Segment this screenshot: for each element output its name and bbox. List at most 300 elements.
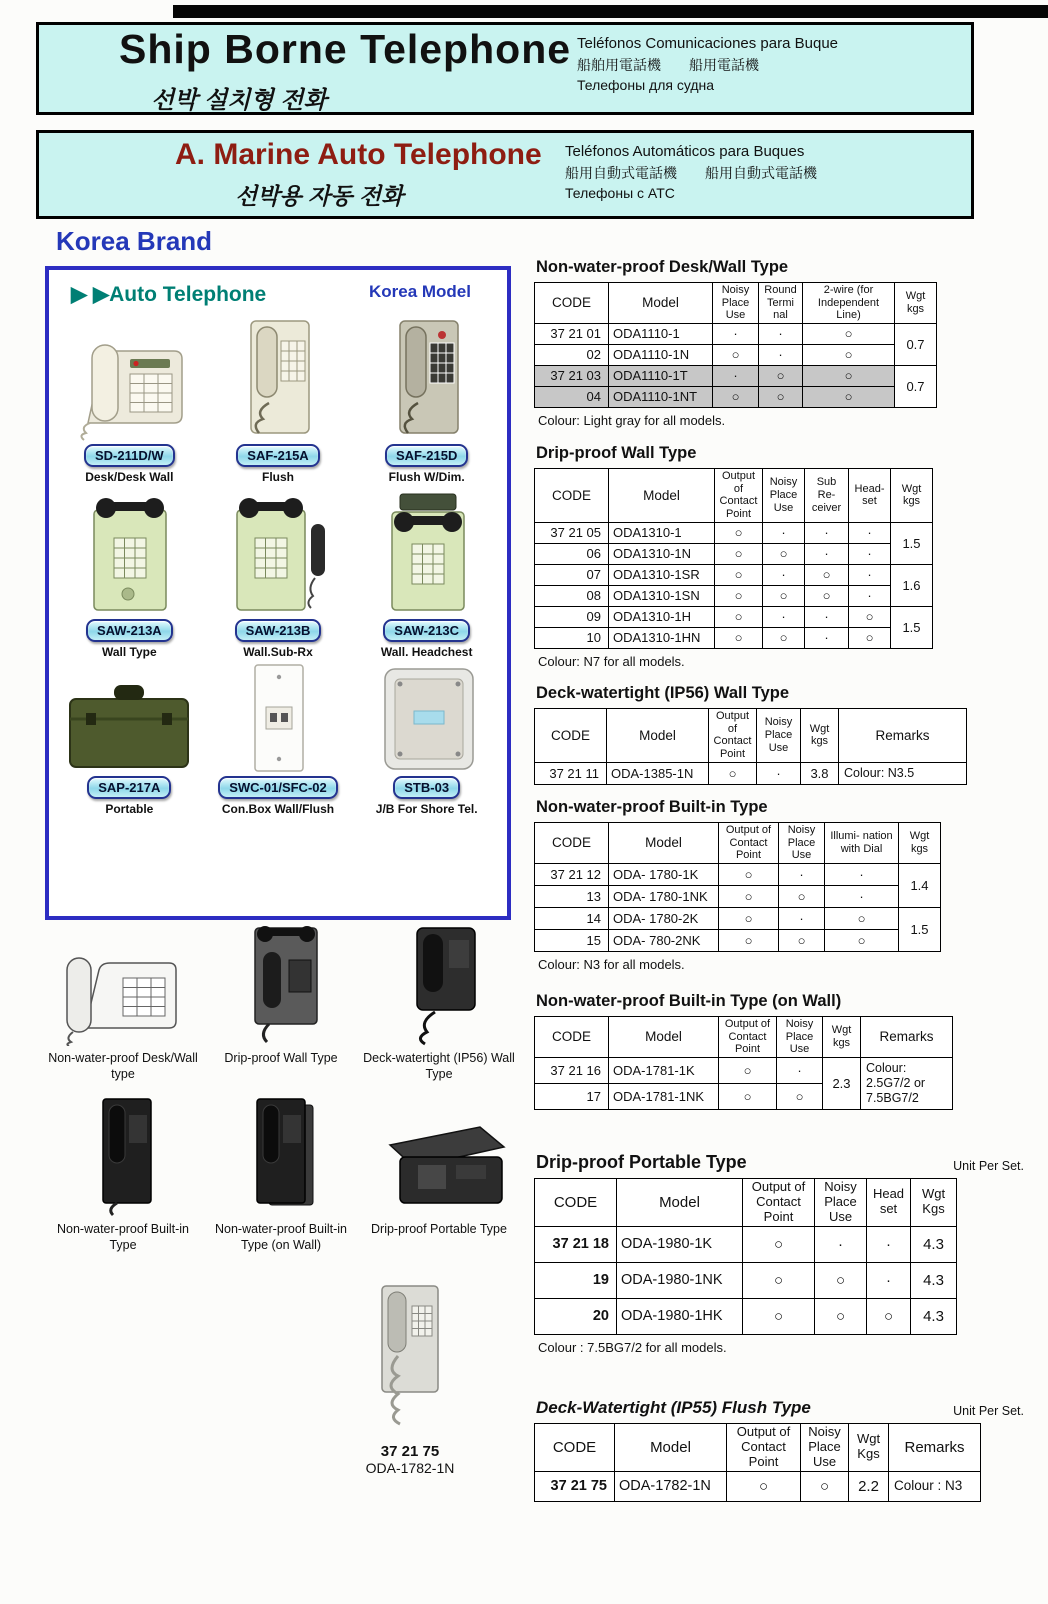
col-header: Noisy Place Use (757, 709, 801, 763)
td-mark: ○ (719, 863, 779, 885)
flush-dim-phone-illustration (360, 315, 494, 441)
td-mark: ○ (743, 1226, 815, 1262)
table-dripproof-wall (534, 468, 933, 649)
table-row (535, 627, 933, 648)
col-header: CODE (535, 823, 609, 864)
td-code: 14 (535, 907, 609, 929)
table-title: Drip-proof Wall Type (536, 444, 697, 462)
table-nonwaterproof-desk-wall (534, 282, 937, 408)
korea-model-heading: Korea Model (368, 282, 471, 301)
table-title: Non-water-proof Desk/Wall Type (536, 258, 789, 276)
td-weight: 4.3 (911, 1262, 957, 1298)
type-caption: Non-water-proof Desk/Wall type (48, 1051, 198, 1082)
col-header: Wgt kgs (891, 469, 933, 523)
td-mark: ○ (719, 929, 779, 951)
table-row (535, 365, 937, 386)
td-weight: 4.3 (911, 1226, 957, 1262)
flush-phone-illustration (358, 1282, 462, 1434)
bw-builtin-onwall-illustration (211, 1097, 351, 1217)
wall-headchest-phone-illustration (360, 490, 494, 616)
wall-subrx-phone-photo (204, 486, 353, 616)
td-code: 04 (535, 386, 609, 407)
col-header: CODE (535, 283, 609, 324)
td-model: ODA-1980-1NK (617, 1262, 743, 1298)
td-mark: · (759, 344, 803, 365)
td-mark: ○ (779, 929, 825, 951)
model-badge: SAW-213C (383, 619, 470, 642)
td-model: ODA-1781-1NK (609, 1083, 719, 1109)
unit-note: Unit Per Set. (953, 1159, 1024, 1173)
col-header: Wgt kgs (895, 283, 937, 324)
td-code: 13 (535, 885, 609, 907)
table-note: Colour : 7.5BG7/2 for all models. (538, 1339, 727, 1355)
table-row (535, 1057, 953, 1083)
table-row (535, 543, 933, 564)
td-code: 37 21 16 (535, 1057, 609, 1083)
td-mark: ○ (825, 907, 899, 929)
td-mark: ○ (719, 907, 779, 929)
product-card-sap217a (55, 659, 204, 816)
table-row (535, 907, 941, 929)
td-mark: ○ (759, 365, 803, 386)
deckwatertight-wall-photo (360, 926, 518, 1046)
model-badge: SAP-217A (87, 776, 171, 799)
td-model: ODA1310-1 (609, 522, 715, 543)
td-mark: ○ (715, 543, 763, 564)
td-model: ODA1110-1 (609, 323, 713, 344)
td-mark: ○ (763, 543, 805, 564)
col-header: Round Termi nal (759, 283, 803, 324)
td-mark: · (713, 365, 759, 386)
td-mark: ○ (743, 1262, 815, 1298)
table-row (535, 1471, 981, 1501)
col-header: CODE (535, 1179, 617, 1227)
td-model: ODA-1781-1K (609, 1057, 719, 1083)
table-nonwaterproof-builtin-onwall (534, 1016, 953, 1110)
flush-type-code: 37 21 75 (380, 1443, 440, 1460)
translation-cjk: 船用自動式電話機 船用自動式電話機 (565, 164, 817, 181)
td-mark: ○ (803, 323, 895, 344)
type-caption: Drip-proof Portable Type (371, 1221, 507, 1236)
td-code: 37 21 18 (535, 1226, 617, 1262)
td-mark: · (849, 564, 891, 585)
col-header: Wgt Kgs (911, 1179, 957, 1227)
td-model: ODA-1980-1K (617, 1226, 743, 1262)
col-header: Output of Contact Point (719, 823, 779, 864)
td-model: ODA1310-1HN (609, 627, 715, 648)
section-deckwatertight-wall (524, 684, 1034, 785)
scan-edge-bar (173, 5, 1048, 18)
td-model: ODA1310-1SR (609, 564, 715, 585)
col-header: CODE (535, 1424, 615, 1472)
section-title-korean: 선박용 자동 전화 (235, 183, 404, 209)
td-remarks: Colour: 2.5G7/2 or 7.5BG7/2 (861, 1057, 953, 1109)
section-dripproof-portable (524, 1152, 1034, 1355)
td-mark: · (757, 762, 801, 784)
col-header: Wgt kgs (899, 823, 941, 864)
dripproof-portable-photo (360, 1097, 518, 1217)
builtin-photo (44, 1097, 202, 1217)
product-caption: Portable (105, 802, 154, 816)
col-header: Model (617, 1179, 743, 1227)
td-mark: ○ (763, 627, 805, 648)
td-code: 37 21 12 (535, 863, 609, 885)
td-mark: ○ (713, 386, 759, 407)
col-header: Noisy Place Use (815, 1179, 867, 1227)
td-mark: ○ (715, 606, 763, 627)
product-card-saw213b (204, 484, 353, 659)
section-dripproof-wall (524, 444, 1034, 669)
col-header: Model (615, 1424, 727, 1472)
product-card-swc01 (204, 659, 353, 816)
td-mark: ○ (801, 1471, 849, 1501)
photo-item (360, 926, 518, 1083)
product-caption: Wall. Headchest (380, 645, 473, 659)
td-weight: 1.4 (899, 863, 941, 907)
col-header: Head- set (849, 469, 891, 523)
product-caption: Con.Box Wall/Flush (221, 802, 335, 816)
td-mark: · (867, 1226, 911, 1262)
korea-model-gallery-box (45, 266, 511, 920)
td-weight: 1.5 (891, 522, 933, 564)
td-code: 15 (535, 929, 609, 951)
col-header: Model (609, 1017, 719, 1058)
td-mark: ○ (715, 627, 763, 648)
col-header: Head set (867, 1179, 911, 1227)
td-mark: ○ (779, 885, 825, 907)
td-mark: ○ (803, 386, 895, 407)
bw-deck-phone-illustration (369, 924, 509, 1046)
wall-subrx-phone-illustration (211, 490, 345, 616)
td-mark: ○ (803, 365, 895, 386)
td-mark: · (779, 863, 825, 885)
td-weight: 0.7 (895, 323, 937, 365)
td-mark: · (849, 543, 891, 564)
model-badge: SAF-215A (236, 444, 319, 467)
col-header: 2-wire (for Independent Line) (803, 283, 895, 324)
table-title: Drip-proof Portable Type (536, 1152, 747, 1172)
table-row (535, 522, 933, 543)
td-mark: · (825, 863, 899, 885)
dripproof-wall-photo (202, 926, 360, 1046)
td-model: ODA-1980-1HK (617, 1298, 743, 1334)
td-weight: 4.3 (911, 1298, 957, 1334)
portable-case-illustration (56, 669, 202, 773)
td-code: 37 21 05 (535, 522, 609, 543)
photo-item (44, 1097, 202, 1254)
col-header: Wgt kgs (801, 709, 839, 763)
td-weight: 1.6 (891, 564, 933, 606)
td-mark: ○ (719, 1057, 777, 1083)
product-card-saw213a (55, 484, 204, 659)
td-mark: · (849, 585, 891, 606)
td-model: ODA- 780-2NK (609, 929, 719, 951)
td-code: 17 (535, 1083, 609, 1109)
td-model: ODA1310-1N (609, 543, 715, 564)
td-mark: · (805, 606, 849, 627)
td-mark: · (805, 627, 849, 648)
td-weight: 3.8 (801, 762, 839, 784)
builtin-onwall-photo (202, 1097, 360, 1217)
wall-phone-illustration (62, 490, 196, 616)
product-card-sd211dw (55, 309, 204, 484)
section-title: A. Marine Auto Telephone (175, 138, 542, 171)
product-caption: Flush W/Dim. (388, 470, 465, 484)
td-mark: ○ (803, 344, 895, 365)
col-header: Model (607, 709, 709, 763)
table-row (535, 323, 937, 344)
col-header: Output of Contact Point (709, 709, 757, 763)
flush-type-item (322, 1282, 498, 1476)
td-mark: · (763, 564, 805, 585)
td-mark: · (779, 907, 825, 929)
td-mark: ○ (719, 1083, 777, 1109)
td-mark: · (805, 543, 849, 564)
col-header: Output of Contact Point (719, 1017, 777, 1058)
td-code: 02 (535, 344, 609, 365)
photo-item (202, 926, 360, 1083)
col-header: Illumi- nation with Dial (825, 823, 899, 864)
td-mark: ○ (713, 344, 759, 365)
td-model: ODA1110-1N (609, 344, 713, 365)
section-title-translations (565, 141, 817, 203)
td-mark: ○ (815, 1298, 867, 1334)
flush-type-model: ODA-1782-1N (365, 1460, 455, 1476)
section-nonwaterproof-desk-wall (524, 258, 1034, 428)
table-title: Deck-Watertight (IP55) Flush Type (536, 1398, 811, 1417)
col-header: Model (609, 469, 715, 523)
table-title: Deck-watertight (IP56) Wall Type (536, 684, 790, 702)
translation-russian: Телефоны с ATC (565, 185, 675, 202)
bw-portable-illustration (364, 1097, 514, 1217)
td-model: ODA1310-1SN (609, 585, 715, 606)
td-mark: ○ (867, 1298, 911, 1334)
table-row (535, 1298, 957, 1334)
product-caption: J/B For Shore Tel. (375, 802, 478, 816)
td-model: ODA1110-1NT (609, 386, 713, 407)
product-caption: Wall.Sub-Rx (243, 645, 313, 659)
td-weight: 1.5 (899, 907, 941, 951)
table-row (535, 885, 941, 907)
photo-item (360, 1097, 518, 1254)
td-mark: · (759, 323, 803, 344)
td-mark: ○ (849, 606, 891, 627)
type-caption: Non-water-proof Built-in Type (on Wall) (215, 1221, 347, 1252)
td-code: 37 21 03 (535, 365, 609, 386)
td-mark: · (713, 323, 759, 344)
model-badge: SAW-213A (86, 619, 173, 642)
col-header: Model (609, 823, 719, 864)
td-code: 37 21 75 (535, 1471, 615, 1501)
bw-builtin-illustration (53, 1097, 193, 1217)
page-title: Ship Borne Telephone (119, 26, 572, 72)
table-note: Colour: N3 for all models. (538, 956, 685, 972)
desk-phone-illustration (62, 319, 196, 441)
header-marine-auto-telephone (36, 130, 974, 219)
header-ship-borne-telephone (36, 22, 974, 115)
product-caption: Flush (261, 470, 294, 484)
col-header: Wgt kgs (823, 1017, 861, 1058)
product-card-saf215a (204, 309, 353, 484)
td-mark: ○ (727, 1471, 801, 1501)
col-header: Sub Re- ceiver (805, 469, 849, 523)
wall-phone-photo (55, 486, 204, 616)
td-model: ODA- 1780-1NK (609, 885, 719, 907)
td-mark: · (867, 1262, 911, 1298)
translation-cjk: 船舶用電話機 船用電話機 (577, 56, 759, 73)
td-mark: ○ (805, 585, 849, 606)
photo-item (202, 1097, 360, 1254)
translation-spanish: Teléfonos Comunicaciones para Buque (577, 35, 838, 52)
td-code: 37 21 01 (535, 323, 609, 344)
col-header: CODE (535, 709, 607, 763)
model-badge: SAF-215D (385, 444, 468, 467)
col-header: Noisy Place Use (777, 1017, 823, 1058)
td-mark: ○ (759, 386, 803, 407)
table-note: Colour: N7 for all models. (538, 653, 685, 669)
td-mark: ○ (719, 885, 779, 907)
table-row (535, 1262, 957, 1298)
bw-wall-phone-illustration (211, 924, 351, 1046)
col-header: Noisy Place Use (801, 1424, 849, 1472)
td-code: 19 (535, 1262, 617, 1298)
nonwaterproof-desk-photo (44, 926, 202, 1046)
product-card-saf215d (352, 309, 501, 484)
gallery-grid (49, 307, 507, 816)
table-dripproof-portable (534, 1178, 957, 1335)
col-header: Noisy Place Use (713, 283, 759, 324)
td-mark: ○ (715, 564, 763, 585)
table-nonwaterproof-builtin (534, 822, 941, 952)
translation-spanish: Teléfonos Automáticos para Buques (565, 143, 805, 160)
col-header: Remarks (839, 709, 967, 763)
td-model: ODA- 1780-1K (609, 863, 719, 885)
type-photo-grid (44, 926, 518, 1253)
td-mark: · (763, 606, 805, 627)
unit-note: Unit Per Set. (953, 1404, 1024, 1418)
td-code: 37 21 11 (535, 762, 607, 784)
td-code: 10 (535, 627, 609, 648)
td-remarks: Colour : N3 (889, 1471, 981, 1501)
table-row (535, 585, 933, 606)
type-caption: Drip-proof Wall Type (224, 1051, 338, 1065)
product-card-saw213c (352, 484, 501, 659)
col-header: Model (609, 283, 713, 324)
gallery-heading-row (49, 270, 507, 307)
td-model: ODA- 1780-2K (609, 907, 719, 929)
td-mark: · (763, 522, 805, 543)
td-mark: ○ (815, 1262, 867, 1298)
page-title-korean: 선박 설치형 전화 (151, 87, 327, 114)
model-badge: SAW-213B (235, 619, 322, 642)
td-weight: 2.3 (823, 1057, 861, 1109)
td-weight: 2.2 (849, 1471, 889, 1501)
korea-brand-heading: Korea Brand (56, 226, 213, 256)
td-remarks: Colour: N3.5 (839, 762, 967, 784)
model-badge: SD-211D/W (84, 444, 175, 467)
col-header: Output of Contact Point (727, 1424, 801, 1472)
td-code: 20 (535, 1298, 617, 1334)
flush-wall-phone-illustration (211, 315, 345, 441)
td-mark: · (849, 522, 891, 543)
td-mark: · (777, 1057, 823, 1083)
td-mark: ○ (777, 1083, 823, 1109)
td-mark: ○ (763, 585, 805, 606)
table-title: Non-water-proof Built-in Type (on Wall) (536, 992, 842, 1010)
col-header: Output of Contact Point (715, 469, 763, 523)
td-mark: ○ (709, 762, 757, 784)
connection-box-photo (204, 661, 353, 773)
table-row (535, 762, 967, 784)
bw-desk-phone-illustration (49, 928, 197, 1046)
table-row (535, 929, 941, 951)
flush-wall-phone-photo (204, 311, 353, 441)
auto-telephone-heading: ▶ ▶Auto Telephone (71, 283, 267, 306)
table-deckwatertight-wall (534, 708, 967, 785)
td-mark: · (825, 885, 899, 907)
col-header: Noisy Place Use (779, 823, 825, 864)
type-caption: Deck-watertight (IP56) Wall Type (363, 1051, 515, 1082)
desk-phone-photo (55, 311, 204, 441)
junction-box-illustration (357, 665, 497, 773)
translation-russian: Телефоны для судна (577, 77, 715, 94)
table-row (535, 1226, 957, 1262)
table-deckwatertight-flush (534, 1423, 981, 1502)
table-row (535, 564, 933, 585)
table-row (535, 386, 937, 407)
col-header: Output of Contact Point (743, 1179, 815, 1227)
col-header: Noisy Place Use (763, 469, 805, 523)
td-mark: ○ (825, 929, 899, 951)
td-mark: · (805, 522, 849, 543)
td-model: ODA-1385-1N (607, 762, 709, 784)
td-mark: ○ (805, 564, 849, 585)
td-mark: · (815, 1226, 867, 1262)
td-mark: ○ (849, 627, 891, 648)
product-caption: Desk/Desk Wall (85, 470, 174, 484)
page-title-translations (577, 33, 838, 95)
td-model: ODA1310-1H (609, 606, 715, 627)
portable-phone-photo (55, 661, 204, 773)
td-mark: ○ (743, 1298, 815, 1334)
junction-box-photo (352, 661, 501, 773)
col-header: CODE (535, 469, 609, 523)
product-card-stb03 (352, 659, 501, 816)
table-row (535, 344, 937, 365)
td-mark: ○ (715, 522, 763, 543)
product-caption: Wall Type (101, 645, 157, 659)
type-caption: Non-water-proof Built-in Type (57, 1221, 189, 1252)
td-code: 08 (535, 585, 609, 606)
table-title: Non-water-proof Built-in Type (536, 798, 768, 816)
td-code: 06 (535, 543, 609, 564)
section-deckwatertight-flush (524, 1398, 1034, 1502)
td-code: 07 (535, 564, 609, 585)
col-header: Remarks (861, 1017, 953, 1058)
table-row (535, 863, 941, 885)
model-badge: STB-03 (393, 776, 460, 799)
col-header: Wgt Kgs (849, 1424, 889, 1472)
td-weight: 0.7 (895, 365, 937, 407)
col-header: CODE (535, 1017, 609, 1058)
td-model: ODA1110-1T (609, 365, 713, 386)
table-note: Colour: Light gray for all models. (538, 412, 726, 428)
wall-headchest-phone-photo (352, 486, 501, 616)
photo-item (44, 926, 202, 1083)
td-code: 09 (535, 606, 609, 627)
td-weight: 1.5 (891, 606, 933, 648)
section-nonwaterproof-builtin (524, 798, 1034, 972)
